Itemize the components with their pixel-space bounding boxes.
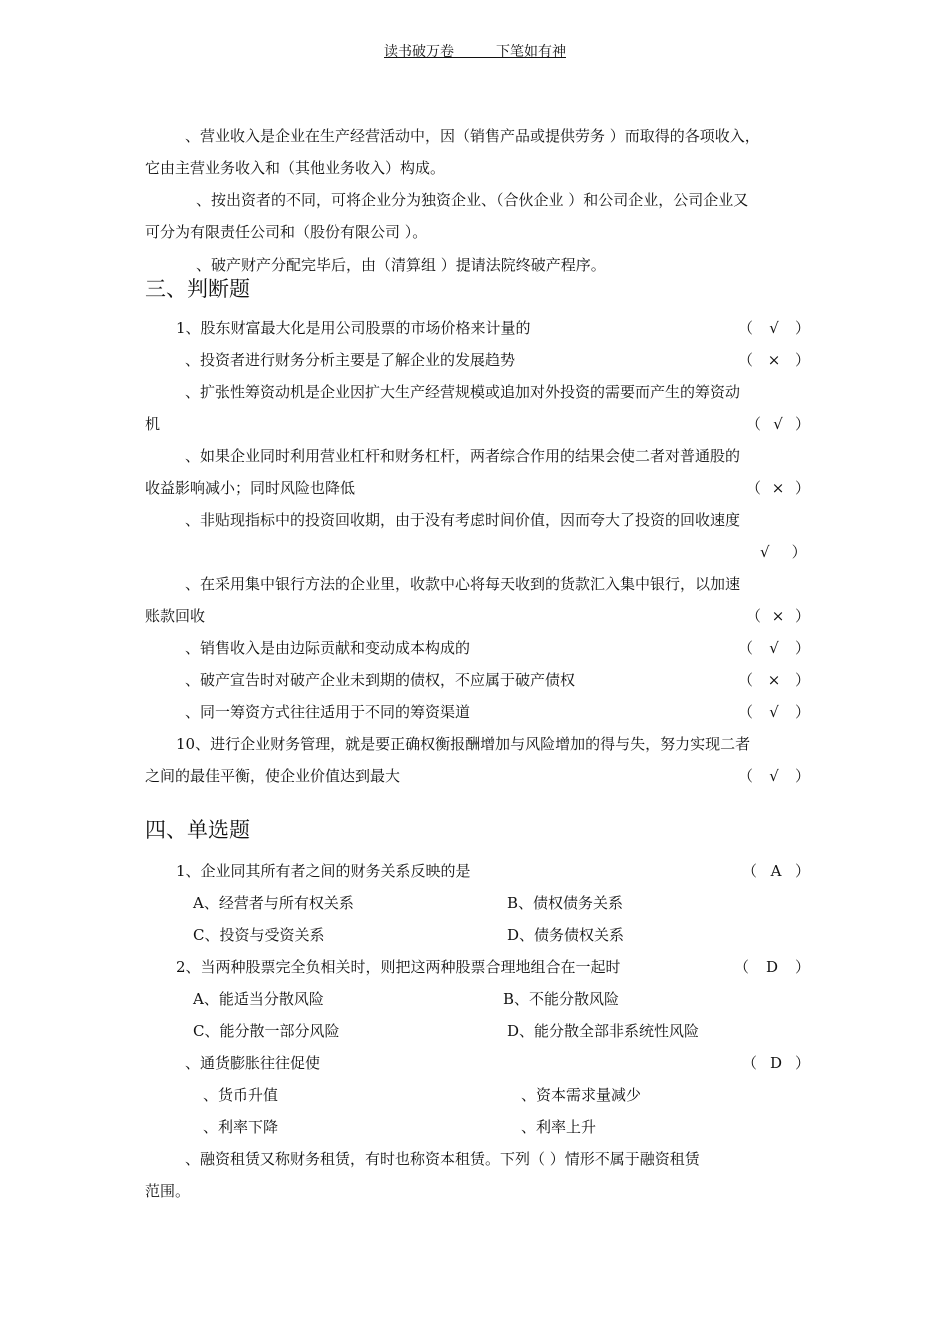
judge-item-4: 、如果企业同时利用营业杠杆和财务杠杆，两者综合作用的结果会使二者对普通股的 xyxy=(185,447,741,465)
choice-q3-answer: （ D ） xyxy=(742,1054,810,1072)
judge-item-3: 、扩张性筹资动机是企业因扩大生产经营规模或追加对外投资的需要而产生的筹资动 xyxy=(185,383,741,401)
page-header: 读书破万卷＿＿＿下笔如有神 xyxy=(384,44,566,60)
judge-item-8: 、破产宣告时对破产企业未到期的债权，不应属于破产债权 xyxy=(185,671,576,689)
judge-answer-5: √ ） xyxy=(760,543,807,561)
judge-item-10-cont: 之间的最佳平衡，使企业价值达到最大 xyxy=(145,767,401,785)
choice-q2-option-d: D、能分散全部非系统性风险 xyxy=(507,1022,700,1040)
section3-title: 三、判断题 xyxy=(145,277,250,301)
choice-q2-option-c: C、能分散一部分风险 xyxy=(193,1022,340,1040)
judge-item-2: 、投资者进行财务分析主要是了解企业的发展趋势 xyxy=(185,351,516,369)
choice-q3-option-b: 、资本需求量减少 xyxy=(521,1086,642,1104)
choice-q2: 2、当两种股票完全负相关时，则把这两种股票合理地组合在一起时 xyxy=(176,958,621,976)
fill-blank-2-line2: 可分为有限责任公司和（股份有限公司 ）。 xyxy=(145,223,428,241)
choice-q2-option-b: B、不能分散风险 xyxy=(503,990,620,1008)
choice-q1-option-d: D、债务债权关系 xyxy=(507,926,625,944)
judge-answer-8: （ × ） xyxy=(738,671,810,689)
choice-q3-option-c: 、利率下降 xyxy=(203,1118,279,1136)
judge-answer-10: （ √ ） xyxy=(738,767,810,785)
section4-title: 四、单选题 xyxy=(145,818,250,842)
choice-q4-line2: 范围。 xyxy=(145,1182,191,1200)
fill-blank-1-line2: 它由主营业务收入和（其他业务收入）构成。 xyxy=(145,159,446,177)
judge-answer-9: （ √ ） xyxy=(738,703,810,721)
choice-q3-option-d: 、利率上升 xyxy=(521,1118,597,1136)
judge-answer-3: （ √ ） xyxy=(746,415,810,433)
judge-item-1: 1、股东财富最大化是用公司股票的市场价格来计量的 xyxy=(176,319,531,337)
judge-item-7: 、销售收入是由边际贡献和变动成本构成的 xyxy=(185,639,471,657)
fill-blank-2-line1: 、按出资者的不同，可将企业分为独资企业、（合伙企业 ）和公司企业，公司企业又 xyxy=(196,191,749,209)
judge-answer-4: （ × ） xyxy=(746,479,810,497)
fill-blank-3: 、破产财产分配完毕后，由（清算组 ）提请法院终破产程序。 xyxy=(196,256,606,274)
judge-item-9: 、同一筹资方式往往适用于不同的筹资渠道 xyxy=(185,703,471,721)
choice-q1-option-c: C、投资与受资关系 xyxy=(193,926,325,944)
choice-q2-option-a: A、能适当分散风险 xyxy=(193,990,324,1008)
choice-q1: 1、企业同其所有者之间的财务关系反映的是 xyxy=(176,862,471,880)
choice-q3-option-a: 、货币升值 xyxy=(203,1086,279,1104)
judge-item-4-cont: 收益影响减小；同时风险也降低 xyxy=(145,479,356,497)
judge-item-3-cont: 机 xyxy=(145,415,161,433)
judge-answer-1: （ √ ） xyxy=(738,319,810,337)
choice-q2-answer: （ D ） xyxy=(734,958,810,976)
choice-q4-line1: 、融资租赁又称财务租赁，有时也称资本租赁。下列（ ）情形不属于融资租赁 xyxy=(185,1150,700,1168)
choice-q3: 、通货膨胀往往促使 xyxy=(185,1054,321,1072)
choice-q1-option-b: B、债权债务关系 xyxy=(507,894,624,912)
judge-item-6-cont: 账款回收 xyxy=(145,607,206,625)
judge-item-6: 、在采用集中银行方法的企业里，收款中心将每天收到的货款汇入集中银行，以加速 xyxy=(185,575,741,593)
choice-q1-answer: （ A ） xyxy=(742,862,810,880)
choice-q1-option-a: A、经营者与所有权关系 xyxy=(193,894,354,912)
judge-answer-7: （ √ ） xyxy=(738,639,810,657)
fill-blank-1-line1: 、营业收入是企业在生产经营活动中，因（销售产品或提供劳务 ）而取得的各项收入， xyxy=(185,127,760,145)
judge-answer-6: （ × ） xyxy=(746,607,810,625)
judge-answer-2: （ × ） xyxy=(738,351,810,369)
judge-item-10: 10、进行企业财务管理，就是要正确权衡报酬增加与风险增加的得与失，努力实现二者 xyxy=(176,735,751,753)
judge-item-5: 、非贴现指标中的投资回收期，由于没有考虑时间价值，因而夸大了投资的回收速度 xyxy=(185,511,741,529)
